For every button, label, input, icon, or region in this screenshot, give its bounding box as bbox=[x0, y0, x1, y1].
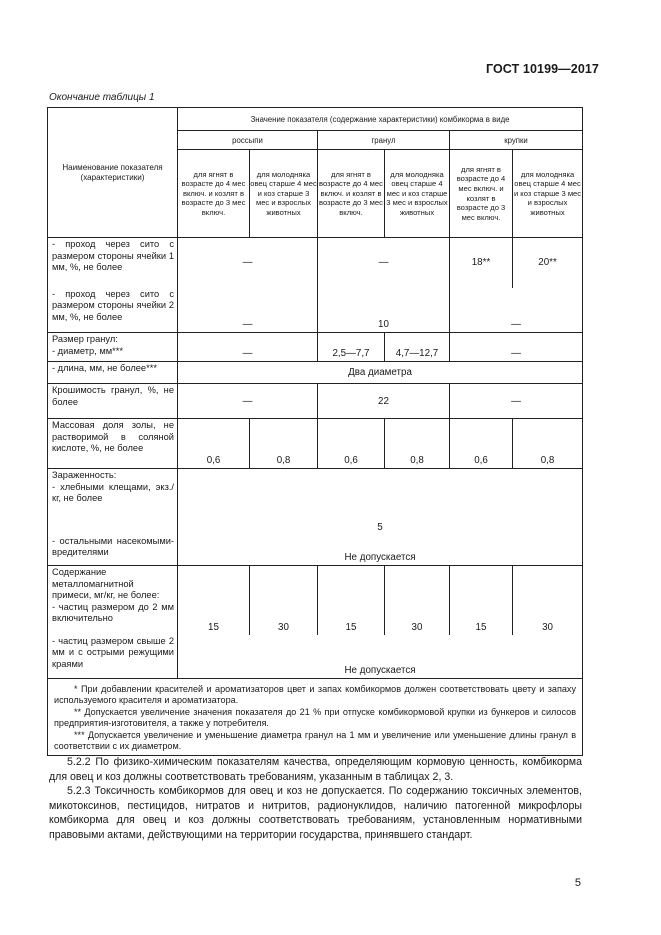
table-caption: Окончание таблицы 1 bbox=[49, 92, 155, 103]
value-cell: Два диаметра bbox=[178, 362, 583, 384]
value-cell: 0,6 bbox=[178, 419, 250, 469]
param-crumble: Крошимость гранул, %, не более bbox=[48, 384, 178, 419]
value-cell: 0,6 bbox=[318, 419, 385, 469]
form-header-granules: гранул bbox=[318, 131, 450, 150]
param-infestation: Зараженность: bbox=[52, 470, 117, 480]
body-text bbox=[49, 755, 582, 843]
value-cell: 10 bbox=[318, 288, 450, 333]
value-cell: 15 bbox=[318, 566, 385, 635]
value-cell: — bbox=[178, 384, 318, 419]
value-cell: 22 bbox=[318, 384, 450, 419]
param-ash: Массовая доля золы, не растворимой в соляной кислоте, %, не более bbox=[48, 419, 178, 469]
value-cell: — bbox=[450, 333, 583, 362]
value-cell: 0,8 bbox=[250, 419, 318, 469]
group-header: Значение показателя (содержание характеристики) комбикорма в виде bbox=[178, 108, 583, 131]
value-cell: 30 bbox=[250, 566, 318, 635]
param-infestation-mites bbox=[48, 469, 178, 535]
param-mites: - хлебными клещами, экз./кг, не более bbox=[52, 481, 174, 504]
value-cell: 15 bbox=[450, 566, 513, 635]
value-cell: 30 bbox=[385, 566, 450, 635]
param-sieve-1mm: - проход через сито с размером стороны ячейки 1 мм, %, не более bbox=[48, 238, 178, 288]
value-cell: 5 bbox=[178, 469, 583, 535]
note-1: * При добавлении красителей и ароматизаторов цвет и запах комбикормов должен соответствовать цвету и запаху используемого красителя и ароматизатора. bbox=[54, 684, 577, 706]
note-3: *** Допускается увеличение и уменьшение диаметра гранул на 1 мм и увеличение или уменьшение длины гранул в соответствии с их диаметром. bbox=[54, 729, 577, 752]
subheader-adults: для молодняка овец старше 4 мес и коз старше 3 мес и взрослых животных bbox=[250, 150, 318, 238]
value-cell: 0,6 bbox=[450, 419, 513, 469]
param-metal: Содержание металломагнитной примеси, мг/кг, не более: bbox=[52, 567, 160, 601]
value-cell: — bbox=[450, 384, 583, 419]
value-cell: — bbox=[318, 238, 450, 288]
value-cell: — bbox=[450, 288, 583, 333]
form-header-loose: россыпи bbox=[178, 131, 318, 150]
requirements-table bbox=[47, 107, 583, 756]
param-granule-size: Размер гранул: bbox=[52, 334, 118, 344]
value-cell: — bbox=[178, 288, 318, 333]
param-metal-large: - частиц размером свыше 2 мм и с острыми режущими краями bbox=[48, 635, 178, 679]
note-2: ** Допускается увеличение значения показателя до 21 % при отпуске комбикормовой крупки из бункеров и силосов предприятия-изготовителя, а также у потребителя. bbox=[54, 706, 577, 729]
value-cell: Не допускается bbox=[178, 535, 583, 566]
value-cell: 15 bbox=[178, 566, 250, 635]
param-metal-small-label: - частиц размером до 2 мм включительно bbox=[52, 601, 174, 624]
page-number: 5 bbox=[574, 877, 581, 889]
value-cell: 20** bbox=[513, 238, 583, 288]
param-insects: - остальными насекомыми-вредителями bbox=[48, 535, 178, 566]
value-cell: 18** bbox=[450, 238, 513, 288]
param-column-header: Наименование показателя (характеристики) bbox=[48, 108, 178, 238]
param-sieve-2mm: - проход через сито с размером стороны ячейки 2 мм, %, не более bbox=[48, 288, 178, 333]
value-cell: 0,8 bbox=[513, 419, 583, 469]
value-cell: Не допускается bbox=[178, 635, 583, 679]
subheader-adults: для молодняка овец старше 4 мес и коз старше 3 мес и взрослых животных bbox=[513, 150, 583, 238]
value-cell: 30 bbox=[513, 566, 583, 635]
value-cell: 4,7—12,7 bbox=[385, 333, 450, 362]
paragraph-5-2-3: 5.2.3 Токсичность комбикормов для овец и коз не допускается. По содержанию токсичных элементов, микотоксинов, пестицидов, нитратов и нитритов, радионуклидов, наличию патогенной микрофлоры комбикорма для овец и коз должны соответствовать требованиям, установленным нормативными правовыми актами, действующими на территории государства, принявшего стандарт. bbox=[49, 785, 582, 841]
table-notes bbox=[48, 679, 583, 756]
form-header-crumbs: крупки bbox=[450, 131, 583, 150]
value-cell: 0,8 bbox=[385, 419, 450, 469]
param-metal-small bbox=[48, 566, 178, 635]
subheader-lambs: для ягнят в возрасте до 4 мес включ. и козлят в возрасте до 3 мес включ. bbox=[318, 150, 385, 238]
standard-number: ГОСТ 10199—2017 bbox=[485, 62, 599, 76]
value-cell: — bbox=[178, 238, 318, 288]
subheader-adults: для молодняка овец старше 4 мес и коз старше 3 мес и взрослых животных bbox=[385, 150, 450, 238]
paragraph-5-2-2: 5.2.2 По физико-химическим показателям качества, определяющим кормовую ценность, комбикорма для овец и коз должны соответствовать требованиям, указанным в таблицах 2, 3. bbox=[49, 756, 582, 783]
subheader-lambs: для ягнят в возрасте до 4 мес включ. и козлят в возрасте до 3 мес включ. bbox=[450, 150, 513, 238]
param-granule-diameter bbox=[48, 333, 178, 362]
param-diameter: - диаметр, мм*** bbox=[52, 345, 123, 356]
value-cell: 2,5—7,7 bbox=[318, 333, 385, 362]
param-length: - длина, мм, не более*** bbox=[48, 362, 178, 384]
value-cell: — bbox=[178, 333, 318, 362]
subheader-lambs: для ягнят в возрасте до 4 мес включ. и козлят в возрасте до 3 мес включ. bbox=[178, 150, 250, 238]
